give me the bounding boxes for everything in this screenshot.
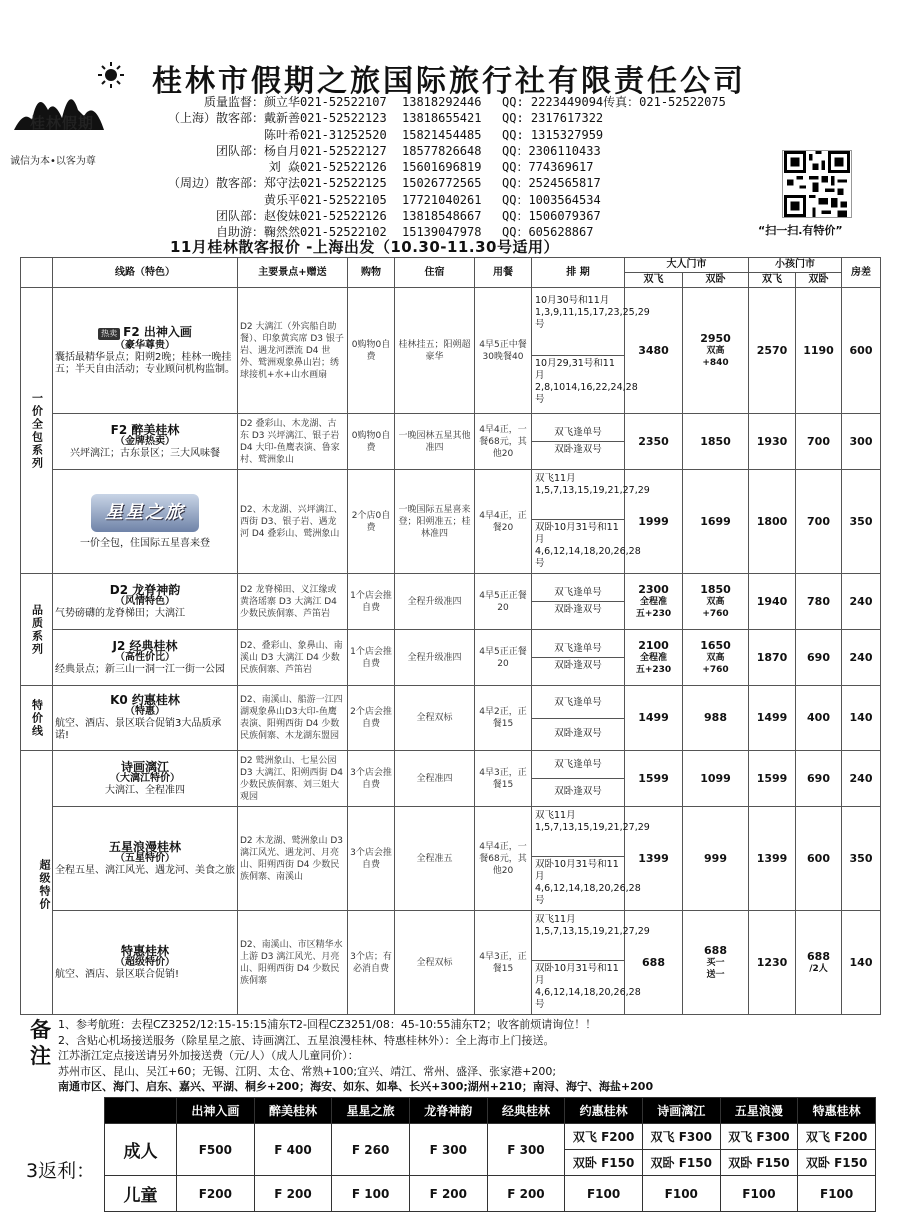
route-sub: （超级特价） (115, 956, 175, 968)
notes-label: 备注 (30, 1018, 51, 1068)
contact-qq: QQ: 2223449094传真：021-52522075 (502, 95, 726, 109)
sun-icon (98, 62, 124, 88)
contact-tel: 021-52522126 (300, 160, 387, 175)
table-row (21, 751, 881, 807)
child-fly-price: 1930 (749, 414, 796, 470)
room-diff: 600 (842, 288, 881, 414)
sights-cell: D2 木龙湖、鹫洲象山 D3 漓江风光、遇龙河、月亮山、阳朔西街 D4 少数民族侗寨、南溪山 (238, 807, 348, 911)
route-cell (53, 911, 238, 1015)
meals-cell: 4早3正，正餐15 (475, 911, 532, 1015)
company-name: 桂林市假期之旅国际旅行社有限责任公司 (152, 64, 746, 99)
adult-sleeper-price: 1850 双高 +760 (683, 574, 749, 630)
route-desc: 大漓江、全程准四 (105, 784, 185, 796)
contact-row (158, 94, 726, 110)
header-meals: 用餐 (475, 258, 532, 288)
schedule-cell (532, 288, 650, 414)
adult-fly-price: 2100 全程准 五+230 (625, 630, 683, 686)
table-row (21, 414, 881, 470)
header-route: 线路（特色） (53, 258, 238, 288)
contact-mobile: 13818655421 (402, 111, 482, 126)
contact-mobile: 13818292446 (402, 95, 482, 109)
contact-mobile: 15139047978 (402, 225, 482, 240)
contact-tel: 021-52522127 (300, 143, 387, 158)
schedule-1: 双飞逢单号 (554, 696, 602, 708)
contact-row (158, 175, 726, 191)
star-tour-logo: 星星之旅 (91, 494, 199, 532)
hotel-cell: 全程双标 (395, 686, 475, 751)
adult-fly-price: 2300 全程准 五+230 (625, 574, 683, 630)
schedule-2: 双卧逢双号 (532, 718, 624, 749)
child-sleeper-price: 700 (796, 414, 842, 470)
adult-fly-price: 1999 (625, 470, 683, 574)
header-hotel: 住宿 (395, 258, 475, 288)
schedule-2: 双卧10月31号和11月4,6,12,14,18,20,26,28号 (532, 856, 624, 909)
schedule-2: 双卧逢双号 (532, 778, 624, 805)
schedule-2: 10月29,31号和11月2,8,1014,16,22,24,28号 (532, 355, 624, 408)
category-label: 品质系列 (21, 574, 53, 686)
contact-row (158, 127, 726, 143)
schedule-2: 双卧10月31号和11月4,6,12,14,18,20,26,28号 (532, 519, 624, 572)
contact-mobile: 15821454485 (402, 127, 482, 142)
category-label: 特价线 (21, 686, 53, 751)
route-cell (53, 288, 238, 414)
adult-sleeper-price: 1099 (683, 751, 749, 807)
child-sleeper-price: 780 (796, 574, 842, 630)
route-desc: 兴坪漓江；古东景区；三大风味餐 (70, 447, 220, 459)
route-name: D2 龙脊神韵 (109, 582, 181, 597)
room-diff: 140 (842, 911, 881, 1015)
child-sleeper-price: 690 (796, 630, 842, 686)
rebate-col-header: 醉美桂林 (254, 1098, 332, 1124)
contact-row (158, 208, 726, 224)
schedule-cell (532, 807, 650, 911)
rebate-child-value: F 100 (332, 1176, 410, 1212)
route-sub: （高性价比） (115, 651, 175, 663)
rebate-adult-sleeper: 双卧 F150 (798, 1150, 876, 1176)
schedule-2: 双卧逢双号 (532, 441, 624, 458)
route-cell (53, 807, 238, 911)
schedule-cell (532, 686, 625, 751)
shopping-cell: 3个店；有必消自费 (348, 911, 395, 1015)
route-cell (53, 470, 238, 574)
contact-qq: QQ：774369617 (502, 160, 594, 175)
contact-tel: 021-52522107 (300, 95, 387, 109)
hotel-cell: 全程准五 (395, 807, 475, 911)
contact-qq: QQ：1506079367 (502, 209, 601, 224)
rebate-corner (105, 1098, 177, 1124)
adult-sleeper-price: 999 (683, 807, 749, 911)
child-fly-price: 1230 (749, 911, 796, 1015)
adult-sleeper-price: 2950 双高 +840 (683, 288, 749, 414)
category-label: 超级特价 (21, 751, 53, 1015)
room-diff: 240 (842, 630, 881, 686)
route-cell (53, 574, 238, 630)
route-desc: 航空、酒店、景区联合促销3大品质承诺! (55, 718, 222, 741)
route-cell (53, 414, 238, 470)
route-name: F2 出神入画 (123, 324, 192, 339)
rebate-table (104, 1097, 876, 1212)
route-name: F2 醉美桂林 (110, 422, 180, 437)
adult-sleeper-price: 988 (683, 686, 749, 751)
hotel-cell: 全程准四 (395, 751, 475, 807)
contact-row (158, 192, 726, 208)
contact-qq: QQ：1003564534 (502, 192, 601, 207)
note-line: 1、参考航班：去程CZ3252/12:15-15:15浦东T2-回程CZ3251/08：45-10:55浦东T2；收客前烦请询位！！ (58, 1018, 597, 1031)
sights-cell: D2 龙脊梯田、义江缘或黄洛瑶寨 D3 大漓江 D4 少数民族侗寨、芦笛岩 (238, 574, 348, 630)
sights-cell: D2 叠彩山、木龙湖、古东 D3 兴坪漓江、银子岩 D4 大印-鱼鹰表演、鲁家村、鹫洲象山 (238, 414, 348, 470)
contact-qq: QQ：2524565817 (502, 176, 601, 191)
adult-sleeper-price: 1699 (683, 470, 749, 574)
schedule-2: 双卧逢双号 (532, 601, 624, 618)
meals-cell: 4早4正，一餐68元，其他20 (475, 807, 532, 911)
route-desc: 囊括最精华景点；阳朔2晚；桂林一晚挂五；半天自由活动；专业顾问机构监制。 (55, 351, 235, 375)
rebate-child-value: F200 (177, 1176, 255, 1212)
room-diff: 240 (842, 574, 881, 630)
rebate-child-value: F100 (720, 1176, 798, 1212)
rebate-label: 3返利： (26, 1160, 96, 1182)
rebate-adult-value: F 260 (332, 1124, 410, 1176)
schedule-1: 双飞逢单号 (554, 759, 602, 770)
route-desc: 经典景点；新三山一洞一江一街一公园 (55, 663, 225, 675)
hotel-cell: 全程升级准四 (395, 630, 475, 686)
contact-tel: 021-52522105 (300, 192, 387, 207)
category-label: 一价全包系列 (21, 288, 53, 574)
contact-label: 质量监督：颜立华 (203, 95, 300, 109)
route-sub: （风情特色） (115, 595, 175, 607)
hotel-cell: 全程双标 (395, 911, 475, 1015)
contact-qq: QQ: 1315327959 (502, 127, 604, 142)
contact-tel: 021-52522102 (300, 225, 387, 240)
schedule-1: 双飞11月1,5,7,13,15,19,21,27,29 (535, 810, 650, 833)
route-cell (53, 751, 238, 807)
child-sleeper-price: 690 (796, 751, 842, 807)
contact-mobile: 15026772565 (402, 176, 482, 191)
room-diff: 350 (842, 470, 881, 574)
sights-cell: D2 大漓江（外宾船自助餐）、印象黄宾席 D3 银子岩、遇龙河漂流 D4 世外、鹫洲观象鼻山岩；绣球接机+水+山水画扇 (238, 288, 348, 414)
contact-tel: 021-52522123 (300, 111, 387, 126)
shopping-cell: 2个店会推自费 (348, 686, 395, 751)
child-fly-price: 2570 (749, 288, 796, 414)
contact-mobile: 15601696819 (402, 160, 482, 175)
meals-cell: 4早3正，正餐15 (475, 751, 532, 807)
logo-slogan: 诚信为本•以客为尊 (10, 156, 96, 167)
rebate-child-value: F100 (642, 1176, 720, 1212)
meals-cell: 4早4正，一餐68元，其他20 (475, 414, 532, 470)
child-sleeper-price: 400 (796, 686, 842, 751)
qr-caption: “扫一扫.有特价” (758, 224, 843, 237)
route-sub: （金牌热卖） (115, 435, 175, 447)
shopping-cell: 2个店0自费 (348, 470, 395, 574)
contact-qq: QQ：2306110433 (502, 143, 601, 158)
schedule-cell (532, 470, 650, 574)
header-adult: 大人门市 (625, 258, 749, 273)
child-sleeper-price: 688 /2人 (796, 911, 842, 1015)
rebate-child-value: F100 (798, 1176, 876, 1212)
rebate-col-header: 诗画漓江 (642, 1098, 720, 1124)
adult-fly-price: 1599 (625, 751, 683, 807)
header-sights: 主要景点+赠送 (238, 258, 348, 288)
route-name: J2 经典桂林 (112, 638, 178, 653)
contact-label: 刘 焱 (268, 160, 300, 175)
schedule-1: 双飞逢单号 (554, 643, 602, 654)
rebate-child-value: F100 (565, 1176, 643, 1212)
rebate-col-header: 特惠桂林 (798, 1098, 876, 1124)
contact-row (158, 143, 726, 159)
room-diff: 300 (842, 414, 881, 470)
contact-label: 团队部：杨自月 (215, 143, 300, 158)
rebate-adult-value: F 400 (254, 1124, 332, 1176)
rebate-col-header: 经典桂林 (487, 1098, 565, 1124)
schedule-cell (532, 574, 625, 630)
schedule-1: 双飞11月1,5,7,13,15,19,21,27,29 (535, 473, 650, 496)
adult-fly-price: 3480 (625, 288, 683, 414)
contact-mobile: 13818548667 (402, 209, 482, 224)
hot-tag: 热卖 (98, 328, 120, 340)
route-cell (53, 686, 238, 751)
schedule-2: 双卧逢双号 (532, 657, 624, 674)
header-adult-sleeper: 双卧 (683, 273, 749, 288)
table-row (21, 911, 881, 1015)
route-cell (53, 630, 238, 686)
note-line: 南通市区、海门、启东、嘉兴、平湖、桐乡+200；海安、如东、如皋、长兴+300;湖州+210；南浔、海宁、海盐+200 (58, 1080, 654, 1093)
note-line: 苏州市区、昆山、吴江+60；无锡、江阴、太仓、常熟+100;宜兴、靖江、常州、盛泽、张家港+200; (58, 1064, 557, 1078)
shopping-cell: 3个店会推自费 (348, 807, 395, 911)
child-fly-price: 1940 (749, 574, 796, 630)
sights-cell: D2、叠彩山、象鼻山、南溪山 D3 大漓江 D4 少数民族侗寨、芦笛岩 (238, 630, 348, 686)
schedule-cell (532, 630, 625, 686)
route-desc: 航空、酒店、景区联合促销! (55, 968, 180, 980)
room-diff: 140 (842, 686, 881, 751)
route-sub: （豪华尊贵） (115, 339, 175, 351)
contact-label: （周边）散客部：郑守法 (167, 176, 300, 191)
route-desc: 气势磅礴的龙脊梯田；大漓江 (55, 607, 185, 619)
adult-sleeper-price: 688 买一 送一 (683, 911, 749, 1015)
child-fly-price: 1870 (749, 630, 796, 686)
table-row (21, 807, 881, 911)
route-desc: 全程五星、漓江风光、遇龙河、美食之旅 (55, 864, 235, 876)
adult-fly-price: 688 (625, 911, 683, 1015)
route-name: 特惠桂林 (120, 943, 169, 958)
meals-cell: 4早5正正餐20 (475, 574, 532, 630)
adult-sleeper-price: 1650 双高 +760 (683, 630, 749, 686)
shopping-cell: 0购物0自费 (348, 414, 395, 470)
sights-cell: D2、南溪山、市区精华水上游 D3 漓江风光、月亮山、阳朔西街 D4 少数民族侗寨 (238, 911, 348, 1015)
price-notice-title: 11月桂林散客报价 -上海出发（10.30-11.30号适用） (170, 238, 559, 256)
contact-mobile: 17721040261 (402, 192, 482, 207)
rebate-child-value: F 200 (254, 1176, 332, 1212)
rebate-adult-value: F500 (177, 1124, 255, 1176)
contact-tel: 021-31252520 (300, 127, 387, 142)
child-sleeper-price: 1190 (796, 288, 842, 414)
note-line: 江苏浙江定点接送请另外加接送费（元/人）（成人儿童同价）： (58, 1049, 359, 1062)
rebate-col-header: 龙脊神韵 (409, 1098, 487, 1124)
table-row (21, 686, 881, 751)
meals-cell: 4早2正，正餐15 (475, 686, 532, 751)
rebate-adult-fly: 双飞 F200 (798, 1124, 876, 1150)
sights-cell: D2 鹫洲象山、七星公园 D3 大漓江、阳朔西街 D4 少数民族侗寨、刘三姐大观园 (238, 751, 348, 807)
contact-label: 陈叶希 (263, 127, 300, 142)
shopping-cell: 0购物0自费 (348, 288, 395, 414)
contact-tel: 021-52522125 (300, 176, 387, 191)
rebate-adult-sleeper: 双卧 F150 (720, 1150, 798, 1176)
header-child-fly: 双飞 (749, 273, 796, 288)
logo-brand: 桂林假期 (30, 114, 95, 132)
schedule-cell (532, 911, 650, 1015)
adult-fly-price: 1499 (625, 686, 683, 751)
rebate-col-header: 约惠桂林 (565, 1098, 643, 1124)
schedule-1: 10月30号和11月1,3,9,11,15,17,23,25,29号 (535, 295, 650, 330)
header-category (21, 258, 53, 288)
header-child: 小孩门市 (749, 258, 842, 273)
rebate-adult-fly: 双飞 F300 (642, 1124, 720, 1150)
header-diff: 房差 (842, 258, 881, 288)
hotel-cell: 一晚园林五星其他准四 (395, 414, 475, 470)
rebate-adult-sleeper: 双卧 F150 (565, 1150, 643, 1176)
table-row (21, 470, 881, 574)
child-fly-price: 1800 (749, 470, 796, 574)
contact-row (158, 110, 726, 126)
adult-sleeper-price: 1850 (683, 414, 749, 470)
contact-label: 团队部：赵俊妹 (215, 209, 300, 224)
meals-cell: 4早5正正餐20 (475, 630, 532, 686)
table-row (21, 574, 881, 630)
sights-cell: D2、木龙湖、兴坪漓江、西街 D3、银子岩、遇龙河 D4 叠彩山、鹫洲象山 (238, 470, 348, 574)
hotel-cell: 全程升级准四 (395, 574, 475, 630)
rebate-child-label: 儿童 (105, 1176, 177, 1212)
rebate-adult-fly: 双飞 F200 (565, 1124, 643, 1150)
contact-label: 自助游：鞠然然 (215, 225, 300, 240)
hotel-cell: 桂林挂五；阳朔超豪华 (395, 288, 475, 414)
rebate-child-value: F 200 (487, 1176, 565, 1212)
child-fly-price: 1399 (749, 807, 796, 911)
schedule-1: 双飞逢单号 (554, 427, 602, 438)
schedule-cell (532, 751, 625, 807)
route-name: 五星浪漫桂林 (108, 839, 181, 854)
route-name: K0 约惠桂林 (110, 693, 180, 707)
schedule-1: 双飞11月1,5,7,13,15,19,21,27,29 (535, 914, 650, 937)
route-sub: （大漓江特价） (110, 772, 180, 784)
header-shopping: 购物 (348, 258, 395, 288)
header-adult-fly: 双飞 (625, 273, 683, 288)
schedule-2: 双卧10月31号和11月4,6,12,14,18,20,26,28号 (532, 960, 624, 1013)
adult-fly-price: 1399 (625, 807, 683, 911)
contact-label: （上海）散客部：戴新善 (167, 111, 300, 126)
table-row (21, 630, 881, 686)
rebate-adult-value: F 300 (409, 1124, 487, 1176)
hotel-cell: 一晚国际五星喜来登；阳朔准五；桂林准四 (395, 470, 475, 574)
meals-cell: 4早4正，正餐20 (475, 470, 532, 574)
route-sub: （五星特价） (115, 852, 175, 864)
price-table (20, 257, 881, 1015)
child-fly-price: 1599 (749, 751, 796, 807)
rebate-col-header: 五星浪漫 (720, 1098, 798, 1124)
contact-row (158, 159, 726, 175)
rebate-adult-value: F 300 (487, 1124, 565, 1176)
rebate-col-header: 星星之旅 (332, 1098, 410, 1124)
child-sleeper-price: 600 (796, 807, 842, 911)
rebate-adult-label: 成人 (105, 1124, 177, 1176)
route-sub: （特惠） (125, 706, 165, 717)
contact-list (158, 94, 726, 241)
rebate-adult-fly: 双飞 F300 (720, 1124, 798, 1150)
contact-label: 黄乐平 (263, 192, 300, 207)
shopping-cell: 3个店会推自费 (348, 751, 395, 807)
schedule-cell (532, 414, 625, 470)
route-desc: 一价全包，住国际五星喜来登 (80, 537, 210, 549)
meals-cell: 4早5正中餐30晚餐40 (475, 288, 532, 414)
note-line: 2、含贴心机场接送服务（除星星之旅、诗画漓江、五星浪漫桂林、特惠桂林外）：全上海市上门接送。 (58, 1033, 555, 1047)
shopping-cell: 1个店会推自费 (348, 630, 395, 686)
route-name: 诗画漓江 (120, 759, 169, 774)
rebate-child-value: F 200 (409, 1176, 487, 1212)
company-logo (10, 58, 140, 168)
contact-tel: 021-52522126 (300, 209, 387, 224)
header-schedule: 排 期 (532, 258, 625, 288)
rebate-col-header: 出神入画 (177, 1098, 255, 1124)
table-row (21, 288, 881, 414)
contact-qq: QQ: 2317617322 (502, 111, 604, 126)
sights-cell: D2、南溪山、船游一江四湖观象鼻山D3大印-鱼鹰表演、阳朔西街 D4 少数民族侗寨、木龙湖东盟园 (238, 686, 348, 751)
rebate-adult-sleeper: 双卧 F150 (642, 1150, 720, 1176)
schedule-1: 双飞逢单号 (554, 587, 602, 598)
adult-fly-price: 2350 (625, 414, 683, 470)
room-diff: 240 (842, 751, 881, 807)
room-diff: 350 (842, 807, 881, 911)
child-sleeper-price: 700 (796, 470, 842, 574)
qr-code-icon[interactable] (782, 150, 852, 218)
contact-qq: QQ：605628867 (502, 225, 594, 240)
shopping-cell: 1个店会推自费 (348, 574, 395, 630)
contact-mobile: 18577826648 (402, 143, 482, 158)
child-fly-price: 1499 (749, 686, 796, 751)
header-child-sleeper: 双卧 (796, 273, 842, 288)
